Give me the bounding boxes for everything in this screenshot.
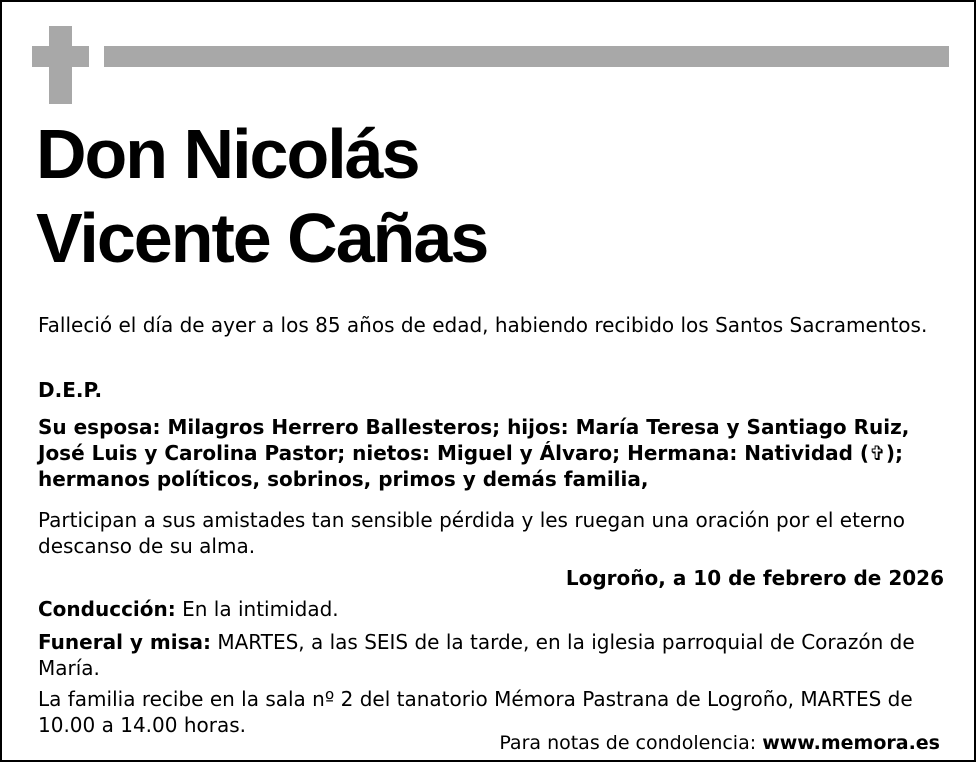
family-paragraph: Su esposa: Milagros Herrero Ballesteros; hijos: María Teresa y Santiago Ruiz, José Luis y Carolina Pastor; nietos: Miguel y Álvaro; Hermana: Natividad (✞); hermanos políticos, sobrinos, primos y demás familia, [38,415,910,491]
conduccion-text: En la intimidad. [175,597,339,621]
condolence-link[interactable]: www.memora.es [762,732,940,754]
deceased-name [36,112,487,280]
condolence-footer [499,730,940,756]
place-date: Logroño, a 10 de febrero de 2026 [565,566,944,590]
cross-icon-arm [32,46,89,67]
header-bar [104,46,949,67]
conduccion-label: Conducción: [38,597,176,621]
funeral-text: MARTES, a las SEIS de la tarde, en la iglesia parroquial de Corazón de María. [38,630,915,680]
name-line-2: Vicente Cañas [36,199,488,277]
conduccion-line [38,596,944,622]
reception-paragraph: La familia recibe en la sala nº 2 del tanatorio Mémora Pastrana de Logroño, MARTES de 10.00 a 14.00 horas. [38,687,913,737]
dep-text: D.E.P. [38,378,103,402]
name-line-1: Don Nicolás [36,115,419,193]
funeral-paragraph [38,629,944,681]
condolence-label: Para notas de condolencia: [499,732,763,754]
funeral-label: Funeral y misa: [38,630,211,654]
announce-paragraph: Participan a sus amistades tan sensible pérdida y les ruegan una oración por el eterno descanso de su alma. [38,508,905,558]
intro-paragraph: Falleció el día de ayer a los 85 años de edad, habiendo recibido los Santos Sacramentos. [38,313,928,337]
